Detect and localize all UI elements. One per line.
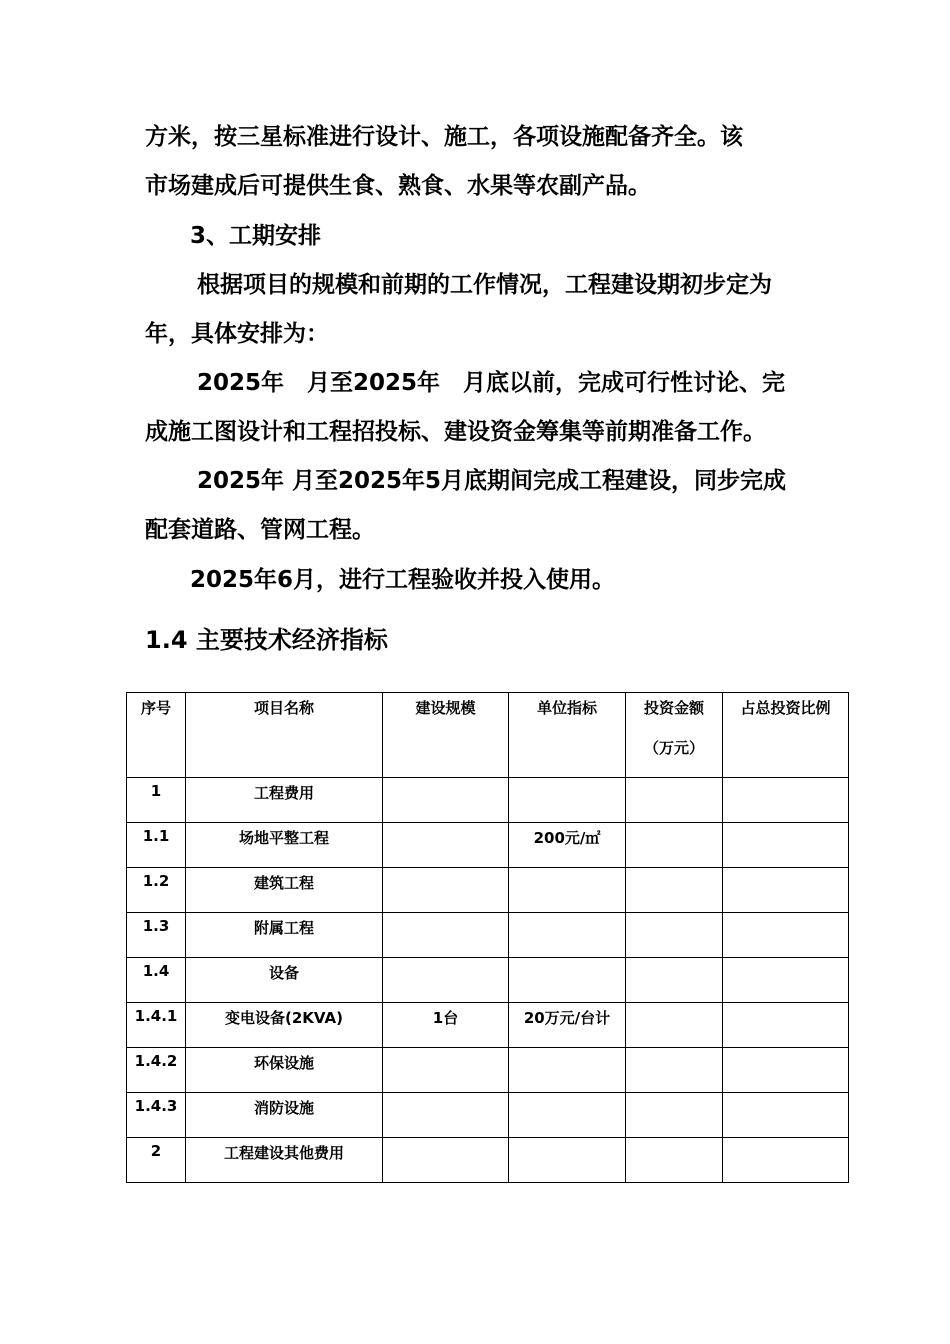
table-row bbox=[127, 1048, 849, 1093]
cell-ratio bbox=[723, 823, 849, 868]
body-paragraph-line: 成施工图设计和工程招投标、建设资金筹集等前期准备工作。 bbox=[145, 419, 766, 445]
cell-item-name: 环保设施 bbox=[186, 1048, 383, 1093]
table-row bbox=[127, 958, 849, 1003]
cell-ratio bbox=[723, 913, 849, 958]
body-paragraph-line: 2025年 月至2025年5月底期间完成工程建设，同步完成 bbox=[197, 468, 787, 494]
body-paragraph-line: 配套道路、管网工程。 bbox=[145, 517, 375, 543]
cell-scale bbox=[383, 1138, 509, 1183]
cell-item-name: 消防设施 bbox=[186, 1093, 383, 1138]
cell-unit-index bbox=[509, 778, 626, 823]
header-ratio: 占总投资比例 bbox=[723, 693, 849, 778]
section-heading: 1.4 主要技术经济指标 bbox=[145, 626, 388, 654]
cell-item-name: 建筑工程 bbox=[186, 868, 383, 913]
cell-unit-index: 20万元/台计 bbox=[509, 1003, 626, 1048]
cell-scale bbox=[383, 868, 509, 913]
cell-unit-index bbox=[509, 868, 626, 913]
technical-economic-table bbox=[126, 692, 849, 1183]
cell-index: 1.4.2 bbox=[127, 1048, 186, 1093]
table-row bbox=[127, 913, 849, 958]
table-header-row bbox=[127, 693, 849, 778]
cell-unit-index bbox=[509, 1093, 626, 1138]
cell-scale bbox=[383, 958, 509, 1003]
cell-investment bbox=[626, 1138, 723, 1183]
cell-unit-index bbox=[509, 1048, 626, 1093]
cell-investment bbox=[626, 913, 723, 958]
body-paragraph-line: 根据项目的规模和前期的工作情况，工程建设期初步定为 bbox=[197, 272, 772, 298]
cell-investment bbox=[626, 778, 723, 823]
cell-index: 1.4.3 bbox=[127, 1093, 186, 1138]
cell-index: 1.4 bbox=[127, 958, 186, 1003]
cell-ratio bbox=[723, 1138, 849, 1183]
body-paragraph-line: 2025年 月至2025年 月底以前，完成可行性讨论、完 bbox=[197, 370, 786, 396]
cell-investment bbox=[626, 958, 723, 1003]
cell-ratio bbox=[723, 958, 849, 1003]
cell-investment bbox=[626, 1048, 723, 1093]
cell-unit-index bbox=[509, 958, 626, 1003]
body-paragraph-line: 市场建成后可提供生食、熟食、水果等农副产品。 bbox=[145, 173, 651, 199]
cell-ratio bbox=[723, 778, 849, 823]
cell-scale bbox=[383, 823, 509, 868]
header-unit-index: 单位指标 bbox=[509, 693, 626, 778]
cell-item-name: 工程费用 bbox=[186, 778, 383, 823]
cell-item-name: 变电设备(2KVA) bbox=[186, 1003, 383, 1048]
table-row bbox=[127, 868, 849, 913]
cell-index: 1.4.1 bbox=[127, 1003, 186, 1048]
table-row bbox=[127, 823, 849, 868]
body-paragraph-line: 方米，按三星标准进行设计、施工，各项设施配备齐全。该 bbox=[145, 124, 743, 150]
cell-scale bbox=[383, 913, 509, 958]
cell-index: 1.2 bbox=[127, 868, 186, 913]
header-scale: 建设规模 bbox=[383, 693, 509, 778]
cell-scale bbox=[383, 778, 509, 823]
cell-item-name: 场地平整工程 bbox=[186, 823, 383, 868]
cell-ratio bbox=[723, 868, 849, 913]
header-investment-unit: （万元） bbox=[643, 739, 704, 757]
cell-index: 2 bbox=[127, 1138, 186, 1183]
cell-unit-index bbox=[509, 913, 626, 958]
cell-item-name: 工程建设其他费用 bbox=[186, 1138, 383, 1183]
body-paragraph-line: 年，具体安排为： bbox=[145, 321, 329, 347]
cell-item-name: 附属工程 bbox=[186, 913, 383, 958]
table-row bbox=[127, 778, 849, 823]
cell-scale bbox=[383, 1093, 509, 1138]
cell-investment bbox=[626, 1093, 723, 1138]
cell-investment bbox=[626, 868, 723, 913]
cell-index: 1.3 bbox=[127, 913, 186, 958]
cell-investment bbox=[626, 823, 723, 868]
header-index: 序号 bbox=[127, 693, 186, 778]
subsection-title: 3、工期安排 bbox=[190, 223, 322, 249]
table-row bbox=[127, 1003, 849, 1048]
cell-ratio bbox=[723, 1048, 849, 1093]
cell-index: 1.1 bbox=[127, 823, 186, 868]
body-paragraph-line: 2025年6月，进行工程验收并投入使用。 bbox=[190, 567, 616, 593]
table-row bbox=[127, 1093, 849, 1138]
header-item-name: 项目名称 bbox=[186, 693, 383, 778]
cell-item-name: 设备 bbox=[186, 958, 383, 1003]
header-investment bbox=[626, 693, 723, 778]
cell-scale bbox=[383, 1048, 509, 1093]
cell-unit-index: 200元/㎡ bbox=[509, 823, 626, 868]
cell-scale: 1台 bbox=[383, 1003, 509, 1048]
cell-index: 1 bbox=[127, 778, 186, 823]
table-row bbox=[127, 1138, 849, 1183]
cell-investment bbox=[626, 1003, 723, 1048]
cell-ratio bbox=[723, 1003, 849, 1048]
cell-unit-index bbox=[509, 1138, 626, 1183]
cell-ratio bbox=[723, 1093, 849, 1138]
header-investment-label: 投资金额 bbox=[643, 699, 704, 717]
